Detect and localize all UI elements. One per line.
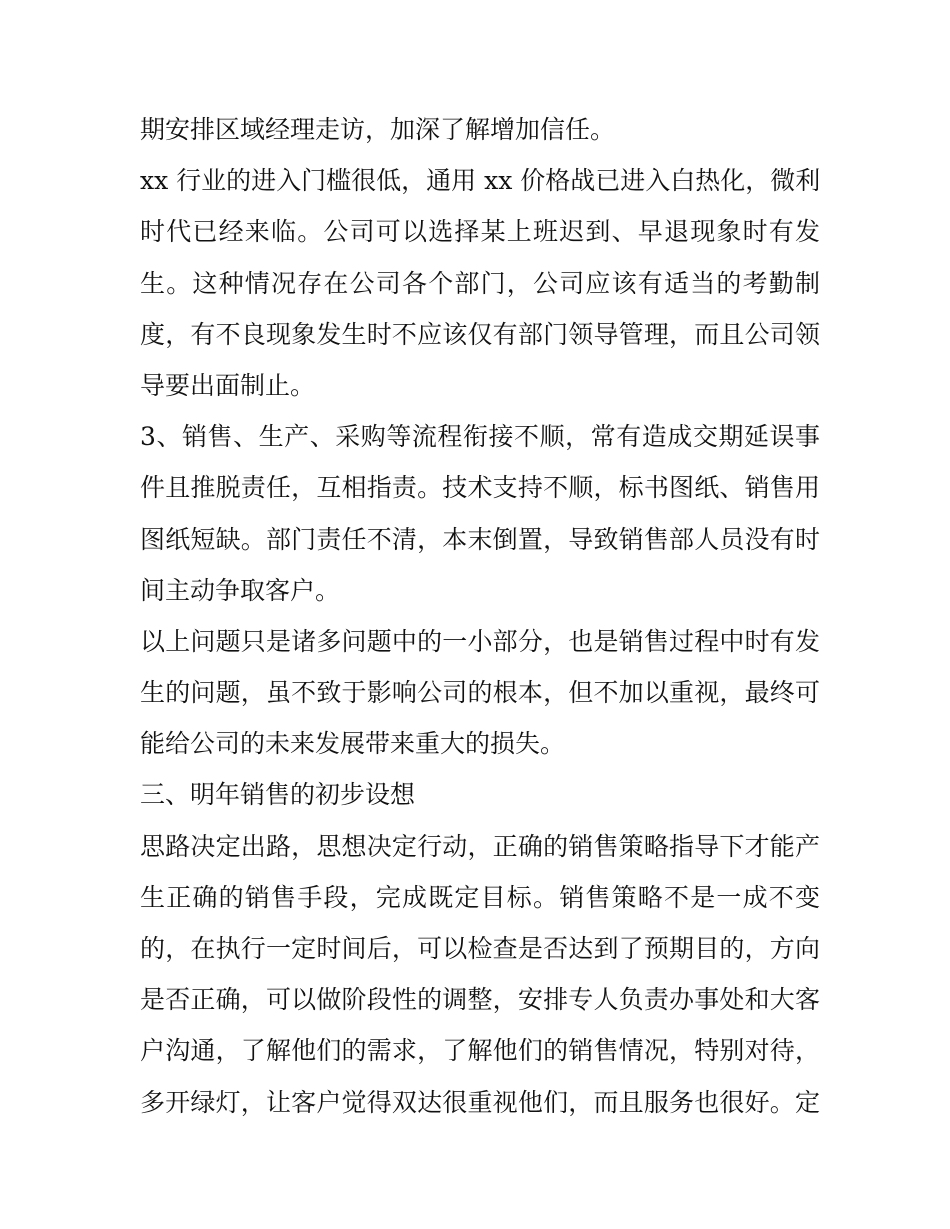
text-line: 导要出面制止。 [140,370,316,400]
text-line: 生的问题，虽不致于影响公司的根本，但不加以重视，最终可 [140,678,820,708]
text-line: 间主动争取客户。 [140,575,341,605]
text-line: 3、销售、生产、采购等流程衔接不顺，常有造成交期延误事 [140,422,820,452]
text-line: 以上问题只是诸多问题中的一小部分，也是销售过程中时有发 [140,626,820,656]
document-body [140,104,820,1128]
text-line: 生。这种情况存在公司各个部门，公司应该有适当的考勤制 [140,268,820,298]
text-line: 时代已经来临。公司可以选择某上班迟到、早退现象时有发 [140,217,820,247]
text-line: 度，有不良现象发生时不应该仅有部门领导管理，而且公司领 [140,319,820,349]
text-line: 图纸短缺。部门责任不清，本末倒置，导致销售部人员没有时 [140,524,820,554]
text-line: 三、明年销售的初步设想 [140,780,416,810]
text-line: 多开绿灯，让客户觉得双达很重视他们，而且服务也很好。定 [140,1087,820,1117]
text-line: 期安排区域经理走访，加深了解增加信任。 [140,115,616,144]
text-line: 件且推脱责任，互相指责。技术支持不顺，标书图纸、销售用 [140,473,820,503]
text-line: 户沟通，了解他们的需求，了解他们的销售情况，特别对待， [140,1036,820,1066]
text-line: 能给公司的未来发展带来重大的损失。 [140,729,566,759]
text-line: 的，在执行一定时间后，可以检查是否达到了预期目的，方向 [140,934,820,963]
text-line: xx 行业的进入门槛很低，通用 xx 价格战已进入白热化，微利 [140,166,821,196]
text-line: 思路决定出路，思想决定行动，正确的销售策略指导下才能产 [140,831,820,861]
text-line: 生正确的销售手段，完成既定目标。销售策略不是一成不变 [140,882,820,912]
text-line: 是否正确，可以做阶段性的调整，安排专人负责办事处和大客 [140,985,820,1015]
